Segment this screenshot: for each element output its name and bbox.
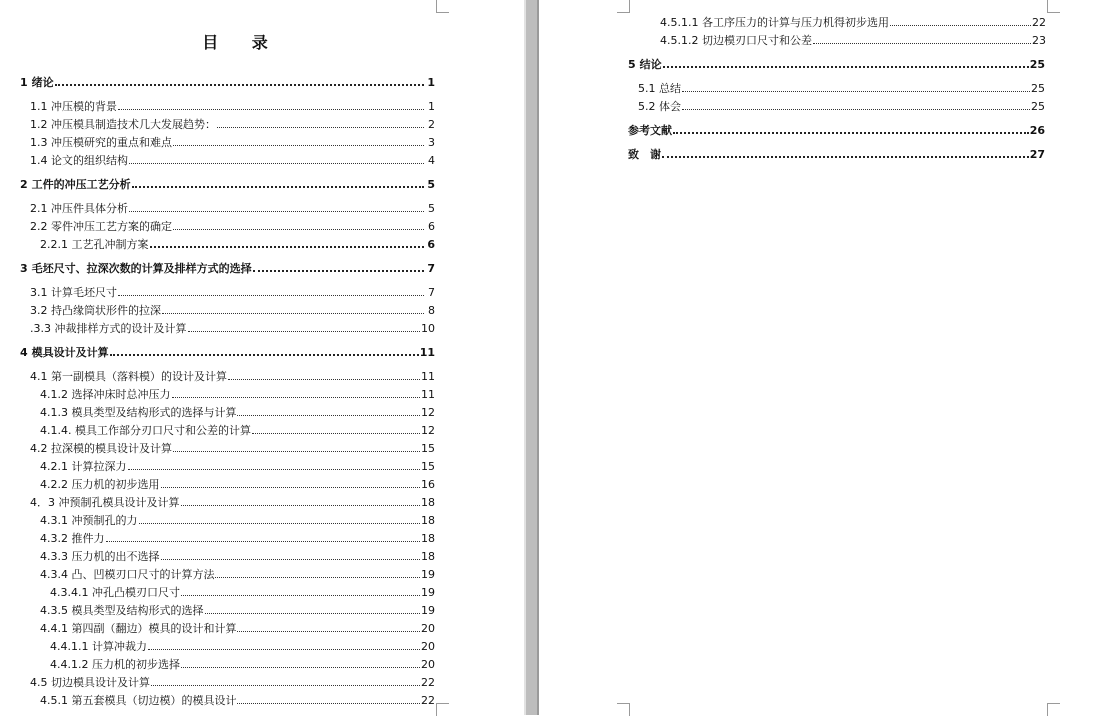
toc-entry-page: 11 — [421, 370, 435, 383]
dot-leader — [139, 523, 421, 524]
toc-entry[interactable] — [50, 656, 435, 674]
toc-entry[interactable] — [20, 260, 435, 278]
toc-entry[interactable] — [30, 218, 435, 236]
dot-leader — [172, 397, 421, 398]
toc-entry-text: 4.1.4. 模具工作部分刃口尺寸和公差的计算 — [40, 424, 251, 437]
dot-leader — [162, 313, 424, 314]
toc-entry-page: 20 — [421, 640, 435, 653]
dot-leader — [890, 25, 1031, 26]
toc-entry-page: 11 — [419, 346, 435, 359]
dot-leader — [662, 156, 1029, 158]
toc-entry[interactable] — [40, 548, 435, 566]
toc-entry[interactable] — [20, 176, 435, 194]
toc-entry-text: 2.2 零件冲压工艺方案的确定 — [30, 220, 172, 233]
toc-entry[interactable] — [40, 236, 435, 254]
toc-entry-text: 3.1 计算毛坯尺寸 — [30, 286, 117, 299]
toc-entry-page: 3 — [428, 136, 435, 149]
toc-entry[interactable] — [20, 344, 435, 362]
dot-leader — [55, 84, 424, 86]
toc-entry-page: 25 — [1031, 100, 1045, 113]
dot-leader — [129, 163, 424, 164]
toc-entry-page: 19 — [421, 604, 435, 617]
toc-entry[interactable] — [40, 512, 435, 530]
dot-leader — [215, 577, 420, 578]
toc-entry[interactable] — [40, 620, 435, 638]
toc-entry-text: 4.4.1 第四副（翻边）模具的设计和计算 — [40, 622, 237, 635]
toc-entry-text: 1.1 冲压模的背景 — [30, 100, 117, 113]
dot-leader — [663, 66, 1029, 68]
toc-entry[interactable] — [40, 422, 435, 440]
dot-leader — [205, 613, 421, 614]
toc-entry-text: 4.5.1 第五套模具（切边模）的模具设计 — [40, 694, 237, 707]
toc-entry-text: 4.1.2 选择冲床时总冲压力 — [40, 388, 171, 401]
toc-entry-text: 4.1 第一副模具（落料模）的设计及计算 — [30, 370, 227, 383]
dot-leader — [682, 109, 1030, 110]
toc-entry[interactable] — [30, 116, 435, 134]
toc-entry[interactable] — [30, 320, 435, 338]
toc-entry[interactable] — [30, 152, 435, 170]
crop-mark-top-left — [617, 0, 630, 13]
toc-entry[interactable] — [30, 368, 435, 386]
dot-leader — [118, 295, 424, 296]
toc-entry-text: 4.2 拉深模的模具设计及计算 — [30, 442, 172, 455]
dot-leader — [173, 451, 420, 452]
toc-entry-text: 4.3.2 推件力 — [40, 532, 105, 545]
toc-entry-text: 4.3.4 凸、凹模刃口尺寸的计算方法 — [40, 568, 215, 581]
toc-entry-page: 12 — [421, 424, 435, 437]
dot-leader — [673, 132, 1029, 134]
toc-entry-page: 1 — [427, 76, 435, 89]
toc-entry-number: 4 — [20, 346, 28, 359]
toc-entry-page: 22 — [1032, 16, 1046, 29]
dot-leader — [148, 649, 420, 650]
toc-entry-text: 工件的冲压工艺分析 — [31, 178, 131, 191]
toc-title: 目 录 — [202, 33, 282, 52]
toc-entry-text: 4.2.1 计算拉深力 — [40, 460, 127, 473]
toc-entry-text: 4.2.2 压力机的初步选用 — [40, 478, 160, 491]
toc-entry-page: 5 — [428, 202, 435, 215]
toc-entry-page: 2 — [428, 118, 435, 131]
toc-entry-page: 26 — [1029, 124, 1045, 137]
toc-entry-text: 3.2 持凸缘筒状形件的拉深 — [30, 304, 161, 317]
toc-entry-page: 1 — [428, 100, 435, 113]
toc-entry[interactable] — [20, 74, 435, 92]
toc-entry[interactable] — [40, 692, 435, 710]
dot-leader — [173, 229, 424, 230]
dot-leader — [217, 127, 424, 128]
toc-entry-page: 18 — [421, 496, 435, 509]
dot-leader — [813, 43, 1031, 44]
toc-entry-text: 4.5.1.2 切边模刃口尺寸和公差 — [660, 34, 812, 47]
dot-leader — [132, 186, 424, 188]
toc-entry-text: 模具设计及计算 — [31, 346, 109, 359]
toc-entry-page: 19 — [421, 586, 435, 599]
toc-entry-page: 22 — [421, 694, 435, 707]
toc-entry-page: 7 — [427, 262, 435, 275]
toc-entry-number: 2 — [20, 178, 28, 191]
dot-leader — [237, 631, 420, 632]
toc-entry-text: 1.4 论文的组织结构 — [30, 154, 128, 167]
crop-mark-bottom-right — [1047, 703, 1060, 716]
toc-entry-page: 8 — [428, 304, 435, 317]
toc-entry-page: 6 — [428, 220, 435, 233]
toc-entry[interactable] — [30, 440, 435, 458]
dot-leader — [151, 685, 420, 686]
toc-entry[interactable] — [40, 458, 435, 476]
toc-entry-text: 4.3.3 压力机的出不选择 — [40, 550, 160, 563]
toc-entry[interactable] — [40, 476, 435, 494]
dot-leader — [173, 145, 424, 146]
dot-leader — [128, 469, 421, 470]
toc-entry-page: 23 — [1032, 34, 1046, 47]
toc-entry-text: 4.1.3 模具类型及结构形式的选择与计算 — [40, 406, 237, 419]
gutter-edge — [524, 0, 526, 715]
crop-mark-bottom-left — [617, 703, 630, 716]
toc-entry-page: 18 — [421, 514, 435, 527]
dot-leader — [106, 541, 421, 542]
toc-entry-page: 19 — [421, 568, 435, 581]
toc-entry-text: 4.3.4.1 冲孔凸模刃口尺寸 — [50, 586, 180, 599]
toc-entry[interactable] — [628, 146, 1045, 164]
toc-entry[interactable] — [40, 530, 435, 548]
toc-entry-text: 1.3 冲压模研究的重点和难点 — [30, 136, 172, 149]
toc-entry[interactable] — [638, 80, 1045, 98]
dot-leader — [129, 211, 424, 212]
toc-entry-text: 4.4.1.2 压力机的初步选择 — [50, 658, 180, 671]
toc-entry[interactable] — [628, 56, 1045, 74]
toc-entry[interactable] — [50, 584, 435, 602]
toc-entry[interactable] — [50, 638, 435, 656]
toc-entry-text: 1.2 冲压模具制造技术几大发展趋势： — [30, 118, 216, 131]
toc-entry-page: 20 — [421, 658, 435, 671]
toc-entry-text: 4．3 冲预制孔模具设计及计算 — [30, 496, 180, 509]
toc-entry[interactable] — [660, 14, 1046, 32]
crop-mark-top-right — [1047, 0, 1060, 13]
dot-leader — [161, 487, 421, 488]
toc-entry[interactable] — [40, 404, 435, 422]
dot-leader — [188, 331, 421, 332]
toc-entry[interactable] — [30, 98, 435, 116]
toc-entry-text: 致 谢 — [628, 148, 661, 161]
toc-entry-page: 7 — [428, 286, 435, 299]
toc-entry-text: 绪论 — [31, 76, 54, 89]
toc-entry-page: 25 — [1029, 58, 1045, 71]
toc-entry[interactable] — [628, 122, 1045, 140]
toc-entry-text: 5.2 体会 — [638, 100, 681, 113]
toc-entry[interactable] — [40, 566, 435, 584]
toc-entry[interactable] — [30, 200, 435, 218]
toc-entry-text: 5.1 总结 — [638, 82, 681, 95]
toc-entry-text: 4.3.1 冲预制孔的力 — [40, 514, 138, 527]
toc-entry[interactable] — [660, 32, 1046, 50]
toc-entry[interactable] — [40, 602, 435, 620]
toc-entry-page: 25 — [1031, 82, 1045, 95]
toc-entry-page: 11 — [421, 388, 435, 401]
toc-entry-page: 15 — [421, 460, 435, 473]
toc-entry-text: 2.2.1 工艺孔冲制方案 — [40, 238, 149, 251]
toc-entry[interactable] — [30, 284, 435, 302]
toc-entry[interactable] — [30, 134, 435, 152]
toc-entry[interactable] — [30, 494, 435, 512]
toc-entry-page: 20 — [421, 622, 435, 635]
toc-entry-number: 3 — [20, 262, 28, 275]
toc-entry-page: 4 — [428, 154, 435, 167]
toc-entry-text: 4.5 切边模具设计及计算 — [30, 676, 150, 689]
toc-entry-text: 毛坯尺寸、拉深次数的计算及排样方式的选择 — [31, 262, 252, 275]
toc-entry-page: 10 — [421, 322, 435, 335]
toc-entry-text: .3.3 冲裁排样方式的设计及计算 — [30, 322, 187, 335]
dot-leader — [181, 595, 420, 596]
dot-leader — [110, 354, 419, 356]
crop-mark-bottom-right — [436, 703, 449, 716]
page-gutter — [524, 0, 539, 715]
crop-mark-top-right — [436, 0, 449, 13]
document-page-left — [0, 0, 524, 715]
toc-entry[interactable] — [30, 302, 435, 320]
toc-entry-text: 结论 — [639, 58, 662, 71]
toc-entry-page: 6 — [427, 238, 435, 251]
toc-entry-page: 18 — [421, 550, 435, 563]
toc-entry-page: 27 — [1029, 148, 1045, 161]
dot-leader — [682, 91, 1030, 92]
dot-leader — [150, 246, 425, 248]
toc-entry-page: 5 — [427, 178, 435, 191]
toc-entry-text: 4.3.5 模具类型及结构形式的选择 — [40, 604, 204, 617]
toc-entry-number: 5 — [628, 58, 636, 71]
dot-leader — [237, 703, 420, 704]
toc-entry-text: 4.5.1.1 各工序压力的计算与压力机得初步选用 — [660, 16, 889, 29]
toc-entry-text: 2.1 冲压件具体分析 — [30, 202, 128, 215]
dot-leader — [118, 109, 424, 110]
toc-entry[interactable] — [30, 674, 435, 692]
dot-leader — [228, 379, 420, 380]
dot-leader — [237, 415, 420, 416]
toc-entry-page: 16 — [421, 478, 435, 491]
toc-entry-text: 参考文献 — [628, 124, 672, 137]
dot-leader — [161, 559, 421, 560]
document-page-right — [539, 0, 1106, 715]
toc-entry[interactable] — [638, 98, 1045, 116]
dot-leader — [253, 270, 424, 272]
dot-leader — [181, 505, 421, 506]
toc-entry-text: 4.4.1.1 计算冲裁力 — [50, 640, 147, 653]
toc-entry-page: 15 — [421, 442, 435, 455]
toc-entry-page: 22 — [421, 676, 435, 689]
toc-entry-number: 1 — [20, 76, 28, 89]
toc-entry-page: 18 — [421, 532, 435, 545]
toc-entry[interactable] — [40, 386, 435, 404]
dot-leader — [252, 433, 420, 434]
dot-leader — [181, 667, 420, 668]
toc-entry-page: 12 — [421, 406, 435, 419]
